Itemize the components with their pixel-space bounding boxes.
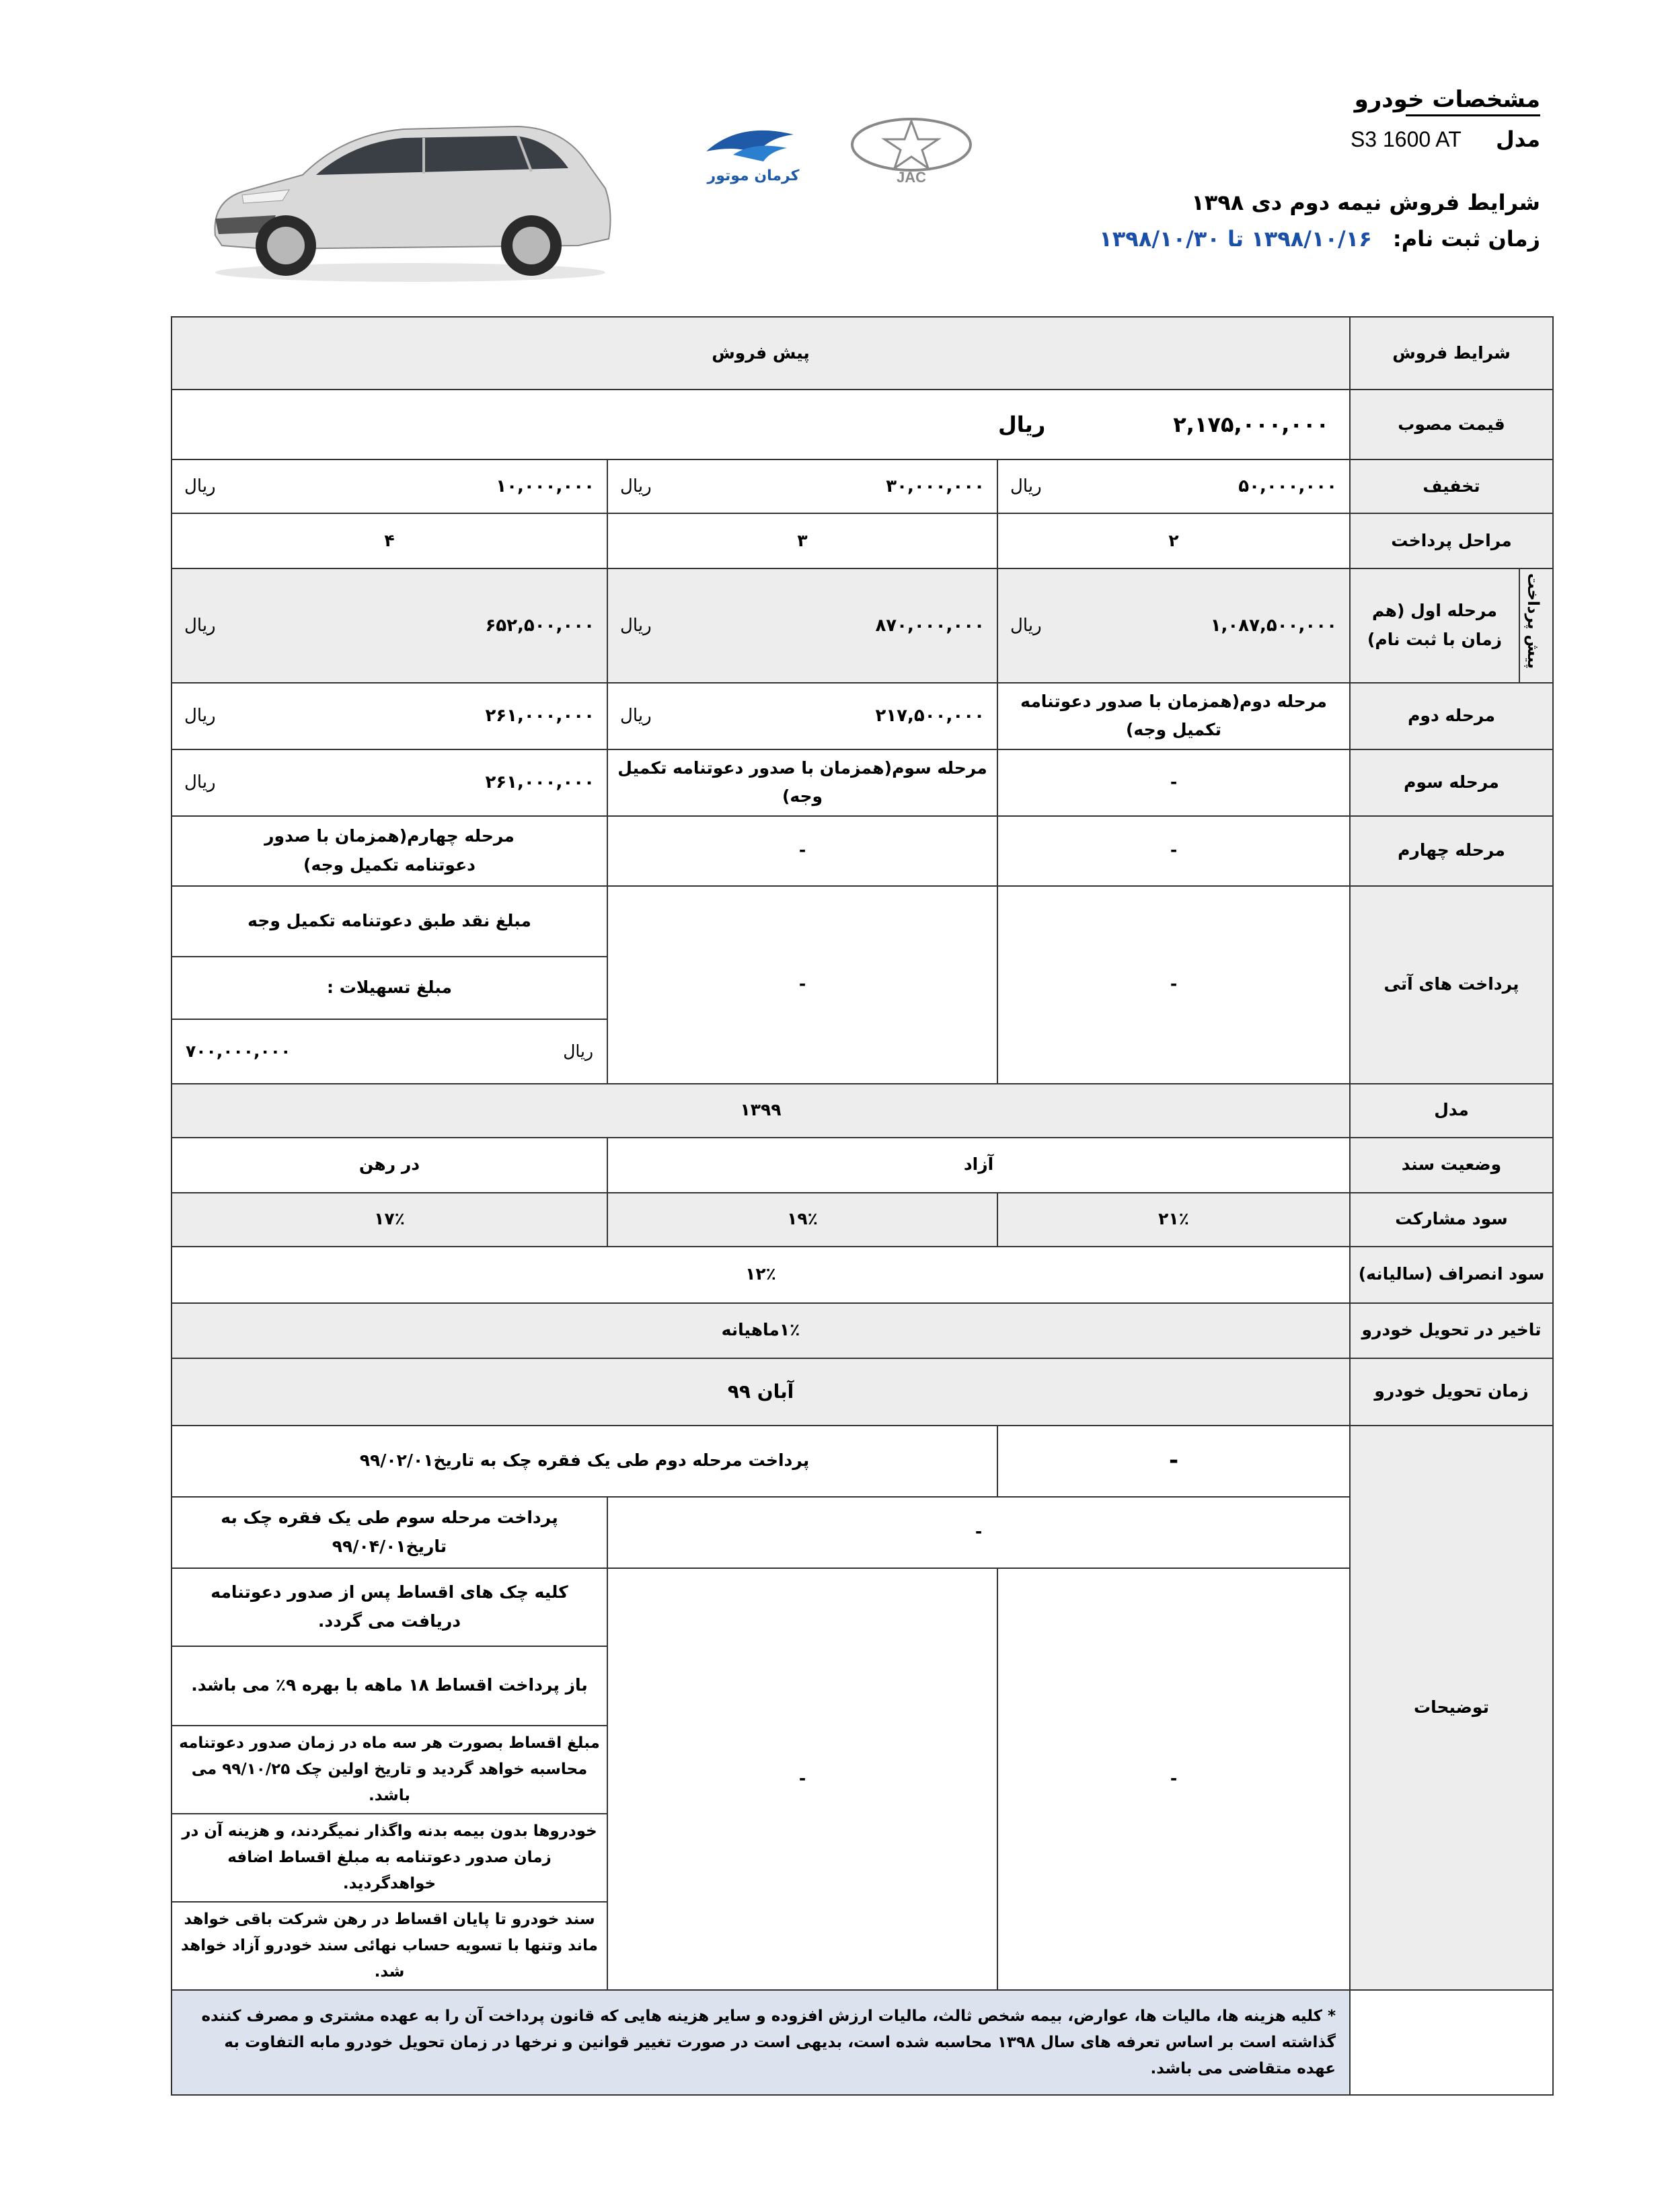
model-line <box>1351 126 1540 152</box>
prepayment-group-label: پیش پرداخت <box>1519 568 1553 683</box>
stage1-value-3: ۶۵۲,۵۰۰,۰۰۰ <box>485 615 595 636</box>
note-item-3: مبلغ اقساط بصورت هر سه ماه در زمان صدور دعوتنامه محاسبه خواهد گردید و تاریخ اولین چک ۹۹/۱۰/۲۵ می باشد. <box>172 1726 607 1814</box>
document-free: آزاد <box>607 1138 1350 1193</box>
note-item-2: باز پرداخت اقساط ۱۸ ماهه با بهره ۹٪ می باشد. <box>172 1646 607 1726</box>
jac-logo <box>844 111 979 185</box>
registration-label: زمان ثبت نام: <box>1392 226 1540 252</box>
model-value: S3 1600 AT <box>1350 127 1462 151</box>
label-notes: توضیحات <box>1350 1426 1553 1991</box>
currency-label: ریال <box>1010 476 1042 496</box>
model-label: مدل <box>1495 126 1540 152</box>
discount-value-1: ۵۰,۰۰۰,۰۰۰ <box>1238 476 1338 496</box>
registration-line <box>1099 226 1540 252</box>
label-delivery-time: زمان تحویل خودرو <box>1350 1358 1553 1426</box>
label-stage3: مرحله سوم <box>1350 749 1553 816</box>
future-col1: - <box>997 886 1350 1084</box>
footnote-side <box>1350 1990 1553 2095</box>
discount-col3 <box>172 459 607 513</box>
label-payment-stages: مراحل پرداخت <box>1350 513 1553 568</box>
model-year-value: ۱۳۹۹ <box>172 1084 1350 1138</box>
discount-col1 <box>997 459 1350 513</box>
notes-row2-col12: - <box>607 1497 1350 1568</box>
label-discount: تخفیف <box>1350 459 1553 513</box>
sale-conditions-title: شرایط فروش نیمه دوم دی ۱۳۹۸ <box>1191 190 1540 215</box>
currency-label: ریال <box>620 706 652 727</box>
notes-row1-col1: - <box>997 1426 1350 1497</box>
stage1-value-1: ۱,۰۸۷,۵۰۰,۰۰۰ <box>1210 615 1338 636</box>
currency-label: ریال <box>620 615 652 636</box>
stage1-col1 <box>997 568 1350 683</box>
svg-text:JAC: JAC <box>896 169 927 185</box>
sales-conditions-table <box>171 316 1554 2096</box>
currency-label: ریال <box>620 476 652 496</box>
svg-text:کرمان موتور: کرمان موتور <box>707 168 800 184</box>
stages-col3: ۴ <box>172 513 607 568</box>
stage4-col3: مرحله چهارم(همزمان با صدور دعوتنامه تکمیل وجه) <box>172 816 607 886</box>
stage1-col2 <box>607 568 997 683</box>
title-underline <box>1406 114 1540 116</box>
currency-label: ریال <box>1010 615 1042 636</box>
notes-col1-rest: - <box>997 1568 1350 1991</box>
discount-value-3: ۱۰,۰۰۰,۰۰۰ <box>496 476 595 496</box>
stage2-value-3: ۲۶۱,۰۰۰,۰۰۰ <box>485 706 595 727</box>
stage4-col1: - <box>997 816 1350 886</box>
future-col3 <box>172 886 607 1084</box>
currency-label: ریال <box>184 772 216 793</box>
note-item-1: کلیه چک های اقساط پس از صدور دعوتنامه دریافت می گردد. <box>172 1568 607 1646</box>
facility-value: ۷۰۰,۰۰۰,۰۰۰ <box>186 1041 291 1061</box>
stage4-col2: - <box>607 816 997 886</box>
label-participation-profit: سود مشارکت <box>1350 1193 1553 1247</box>
approved-price-currency: ریال <box>998 411 1046 437</box>
note-item-4: خودروها بدون بیمه بدنه واگذار نمیگردند، و هزینه آن در زمان صدور دعوتنامه به مبلغ اقساط اضافه خواهدگردید. <box>172 1814 607 1902</box>
profit-col1: ۲۱٪ <box>997 1193 1350 1247</box>
kerman-motor-logo <box>693 114 814 188</box>
approved-price-value: ۲,۱۷۵,۰۰۰,۰۰۰ <box>1173 411 1330 437</box>
notes-row1-text: پرداخت مرحله دوم طی یک فقره چک به تاریخ۹۹/۰۲/۰۱ <box>172 1426 997 1497</box>
page-title: مشخصات خودرو <box>1354 86 1540 113</box>
registration-dates: ۱۳۹۸/۱۰/۱۶ تا ۱۳۹۸/۱۰/۳۰ <box>1099 226 1372 252</box>
future-col2: - <box>607 886 997 1084</box>
stage1-value-2: ۸۷۰,۰۰۰,۰۰۰ <box>875 615 985 636</box>
stage1-col3 <box>172 568 607 683</box>
stage3-col3 <box>172 749 607 816</box>
profit-col2: ۱۹٪ <box>607 1193 997 1247</box>
stage2-value-2: ۲۱۷,۵۰۰,۰۰۰ <box>875 706 985 727</box>
currency-label: ریال <box>184 615 216 636</box>
approved-price-cell <box>172 390 1350 459</box>
currency-label: ریال <box>563 1041 594 1061</box>
label-cancellation-profit: سود انصراف (سالیانه) <box>1350 1247 1553 1303</box>
stage2-col3 <box>172 683 607 749</box>
car-image <box>202 101 619 289</box>
profit-col3: ۱۷٪ <box>172 1193 607 1247</box>
delivery-time-value: آبان ۹۹ <box>172 1358 1350 1426</box>
note-item-5: سند خودرو تا پایان اقساط در رهن شرکت باقی خواهد ماند وتنها با تسویه حساب نهائی سند خودرو آزاد خواهد شد. <box>172 1902 607 1990</box>
label-stage4: مرحله چهارم <box>1350 816 1553 886</box>
notes-row2-text: پرداخت مرحله سوم طی یک فقره چک به تاریخ۹۹/۰۴/۰۱ <box>172 1497 607 1568</box>
notes-col2-rest: - <box>607 1568 997 1991</box>
currency-label: ریال <box>184 476 216 496</box>
stage3-value-3: ۲۶۱,۰۰۰,۰۰۰ <box>485 772 595 793</box>
stage2-col2 <box>607 683 997 749</box>
cash-text: مبلغ نقد طبق دعوتنامه تکمیل وجه <box>172 887 607 957</box>
sale-type-value: پیش فروش <box>172 317 1350 390</box>
label-stage2: مرحله دوم <box>1350 683 1553 749</box>
label-approved-price: قیمت مصوب <box>1350 390 1553 459</box>
document-mortgaged: در رهن <box>172 1138 607 1193</box>
stage3-col2: مرحله سوم(همزمان با صدور دعوتنامه تکمیل وجه) <box>607 749 997 816</box>
label-model-year: مدل <box>1350 1084 1553 1138</box>
cancellation-profit-value: ۱۲٪ <box>172 1247 1350 1303</box>
label-future-payments: پرداخت های آتی <box>1350 886 1553 1084</box>
delivery-delay-value: ۱٪ماهیانه <box>172 1303 1350 1358</box>
discount-col2 <box>607 459 997 513</box>
label-delivery-delay: تاخیر در تحویل خودرو <box>1350 1303 1553 1358</box>
facility-text: مبلغ تسهیلات : <box>172 957 607 1020</box>
discount-value-2: ۳۰,۰۰۰,۰۰۰ <box>886 476 985 496</box>
currency-label: ریال <box>184 706 216 727</box>
facility-amount <box>172 1020 607 1082</box>
label-document-status: وضعیت سند <box>1350 1138 1553 1193</box>
stages-col2: ۳ <box>607 513 997 568</box>
stage3-col1: - <box>997 749 1350 816</box>
label-stage1: مرحله اول (هم زمان با ثبت نام) <box>1350 568 1519 683</box>
stage2-col1: مرحله دوم(همزمان با صدور دعوتنامه تکمیل وجه) <box>997 683 1350 749</box>
stages-col1: ۲ <box>997 513 1350 568</box>
label-sale-conditions: شرایط فروش <box>1350 317 1553 390</box>
footnote: * کلیه هزینه ها، مالیات ها، عوارض، بیمه شخص ثالث، مالیات ارزش افزوده و سایر هزینه هایی که قانون پرداخت آن را به عهده مشتری و مصرف کننده گذاشته است بر اساس تعرفه های سال ۱۳۹۸ محاسبه شده است، بدیهی است در صورت تغییر قوانین و نرخها در زمان تحویل خودرو مابه التفاوت به عهده متقاضی می باشد. <box>172 1990 1350 2095</box>
